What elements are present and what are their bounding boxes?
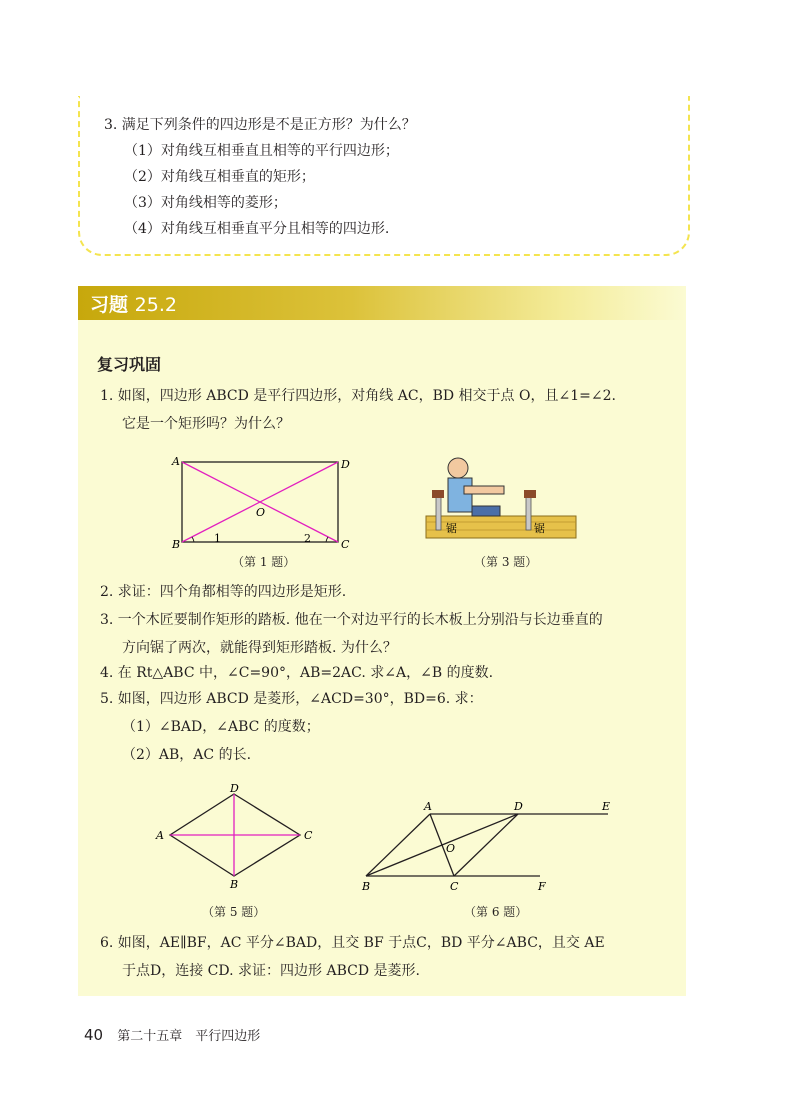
- problem-5: [100, 685, 483, 769]
- problem-2: 2. 求证：四个角都相等的四边形是矩形.: [100, 584, 347, 600]
- fig6-label-f: F: [538, 880, 546, 893]
- fig5-label-c: C: [304, 829, 313, 842]
- exercise-label: 习题: [90, 294, 129, 316]
- segment-cd: [454, 814, 518, 876]
- saw-handle-left: [432, 490, 444, 498]
- carpenter-leg: [472, 506, 500, 516]
- figure-6-caption: （第 6 题）: [464, 905, 528, 919]
- saw-blade-left: [436, 496, 441, 530]
- carpenter-arm: [464, 486, 504, 494]
- problem-5-line-3: （2）AB，AC 的长.: [122, 747, 252, 763]
- question-3-text: 3. 满足下列条件的四边形是不是正方形？为什么？: [104, 117, 416, 133]
- chapter-title: 第二十五章 平行四边形: [117, 1029, 261, 1044]
- carpenter-shirt: [448, 478, 472, 512]
- fig6-label-e: E: [602, 800, 611, 813]
- saw-label-left: 锯: [446, 522, 457, 535]
- fig1-label-a: A: [172, 455, 180, 468]
- fig6-label-o: O: [446, 842, 456, 855]
- problem-5-line-2: （1）∠BAD，∠ABC 的度数；: [122, 719, 320, 735]
- fig1-label-o: O: [256, 506, 266, 519]
- question-3-item-3: （3）对角线相等的菱形；: [124, 195, 287, 211]
- fig5-label-d: D: [230, 782, 239, 795]
- problem-1-line-1: 1. 如图，四边形 ABCD 是平行四边形，对角线 AC，BD 相交于点 O，且∠1=∠2.: [100, 388, 616, 404]
- fig6-label-a: A: [424, 800, 432, 813]
- angle-2-arc: [326, 537, 328, 542]
- problem-6-line-1: 6. 如图，AE∥BF，AC 平分∠BAD，且交 BF 于点C，BD 平分∠ABC，且交 AE: [100, 935, 605, 951]
- carpenter-head: [448, 458, 468, 478]
- figure-3-caption: （第 3 题）: [474, 555, 538, 569]
- exercise-number: 25.2: [134, 294, 177, 316]
- saw-blade-right: [526, 496, 531, 530]
- page-number: 40: [84, 1026, 104, 1044]
- problem-4: 4. 在 Rt△ABC 中，∠C=90°，AB=2AC. 求∠A，∠B 的度数.: [100, 665, 494, 681]
- figure-5-caption: （第 5 题）: [202, 905, 266, 919]
- question-3-item-2: （2）对角线互相垂直的矩形；: [124, 169, 315, 185]
- fig6-label-d: D: [514, 800, 523, 813]
- figure-5-rhombus: [150, 782, 320, 894]
- problem-6: [100, 929, 605, 985]
- fig1-label-b: B: [172, 538, 181, 551]
- angle-1-arc: [192, 537, 194, 542]
- problem-5-line-1: 5. 如图，四边形 ABCD 是菱形，∠ACD=30°，BD=6. 求：: [100, 691, 483, 707]
- question-3-item-4: （4）对角线互相垂直平分且相等的四边形.: [124, 221, 390, 237]
- fig5-label-b: B: [230, 878, 239, 891]
- problem-1-line-2: 它是一个矩形吗？为什么？: [122, 416, 290, 432]
- problem-6-line-2: 于点D，连接 CD. 求证：四边形 ABCD 是菱形.: [122, 963, 420, 979]
- problem-3-line-2: 方向锯了两次，就能得到矩形踏板. 为什么？: [122, 640, 397, 656]
- fig5-label-a: A: [156, 829, 164, 842]
- fig1-label-d: D: [341, 458, 350, 471]
- segment-ab: [366, 814, 430, 876]
- fig1-label-c: C: [341, 538, 350, 551]
- page-footer: [84, 1025, 260, 1044]
- segment-bd: [366, 814, 518, 876]
- problem-1: [100, 382, 616, 438]
- figure-1-rectangle: [168, 452, 358, 552]
- exercise-title: [90, 290, 177, 317]
- figure-1-caption: （第 1 题）: [232, 555, 296, 569]
- fig6-label-c: C: [450, 880, 459, 893]
- saw-handle-right: [524, 490, 536, 498]
- figure-6-diagram: [358, 796, 622, 894]
- question-3-item-1: （1）对角线互相垂直且相等的平行四边形；: [124, 143, 399, 159]
- fig1-angle-2-label: 2: [304, 532, 311, 545]
- fig6-label-b: B: [362, 880, 371, 893]
- figure-3-carpenter: [420, 452, 580, 548]
- problem-3-line-1: 3. 一个木匠要制作矩形的踏板. 他在一个对边平行的长木板上分别沿与长边垂直的: [100, 612, 603, 628]
- problem-3: [100, 606, 603, 662]
- saw-label-right: 锯: [534, 522, 545, 535]
- previous-question-block: [104, 112, 416, 242]
- fig1-angle-1-label: 1: [214, 532, 221, 545]
- section-title: 复习巩固: [97, 355, 162, 374]
